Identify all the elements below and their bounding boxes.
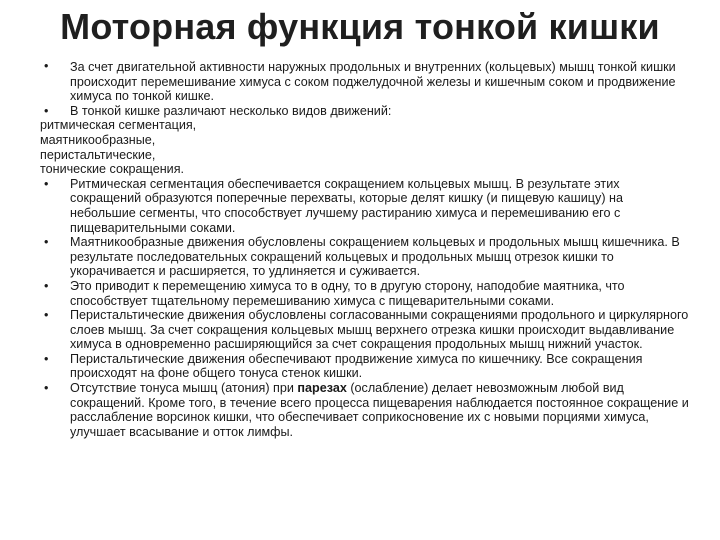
slide-body (40, 60, 690, 439)
bullet-marker: • (44, 308, 49, 323)
paragraph-motor-activity: • За счет двигательной активности наружных продольных и внутренних (кольцевых) мышц тонкой кишки происходит перемешивание химуса с соком поджелудочной железы и кишечным соком и продвижение химуса по тонкой кишке. (44, 59, 676, 104)
paragraph-pendulum-effect: • Это приводит к перемещению химуса то в одну, то в другую сторону, наподобие маятника, что способствует тщательному перемешиванию химуса с пищеварительными соками. (44, 278, 625, 308)
bullet-marker: • (44, 278, 49, 293)
list-item-pendular: маятникообразные, (40, 132, 156, 147)
list-item-rhythmic-segmentation: ритмическая сегментация, (40, 118, 197, 133)
bullet-marker: • (44, 235, 49, 250)
paragraph-pendular: • Маятникообразные движения обусловлены сокращением кольцевых и продольных мышц кишечника. В результате последовательных сокращений кольцевых и продольных мышц отрезок кишки то укорачивается и расширяется, то удлиняется и суживается. (44, 235, 680, 279)
bold-term-paresis: парезах (297, 381, 347, 396)
list-item-tonic: тонические сокращения. (40, 162, 185, 177)
paragraph-peristaltic-propulsion: • Перистальтические движения обеспечивают продвижение химуса по кишечнику. Все сокращения происходят на фоне общего тонуса стенок кишки. (44, 351, 643, 381)
bullet-marker: • (44, 103, 49, 118)
paragraph-peristaltic: • Перистальтические движения обусловлены согласованными сокращениями продольного и циркулярного слоев мышц. За счет сокращения кольцевых мышц верхнего отрезка кишки происходит выдавливание химуса в одновременно расширяющийся за счет сокращения продольных мышц нижний участок. (44, 308, 689, 352)
bullet-marker: • (44, 176, 49, 191)
paragraph-atony: • Отсутствие тонуса мышц (атония) при парезах (ослабление) делает невозможным любой вид сокращений. Кроме того, в течение всего процесса пищеварения наблюдается постоянное сокращение и расслабление ворсинок кишки, что обеспечивает соприкосновение их с новыми порциями химуса, улучшает всасывание и отток лимфы. (44, 381, 689, 439)
slide-title: Моторная функция тонкой кишки (60, 6, 660, 47)
paragraph-movement-types: • В тонкой кишке различают несколько видов движений: (44, 103, 392, 118)
list-item-peristaltic: перистальтические, (40, 147, 156, 162)
bullet-marker: • (44, 59, 49, 73)
bullet-marker: • (44, 351, 49, 366)
paragraph-segmentation: • Ритмическая сегментация обеспечивается сокращением кольцевых мышц. В результате этих сокращений образуются поперечные перехваты, которые делят кишку (и пищевую кашицу) на небольшие сегменты, что способствует лучшему растиранию химуса и перемешиванию его с пищеварительными соками. (44, 176, 623, 235)
bullet-marker: • (44, 381, 49, 396)
